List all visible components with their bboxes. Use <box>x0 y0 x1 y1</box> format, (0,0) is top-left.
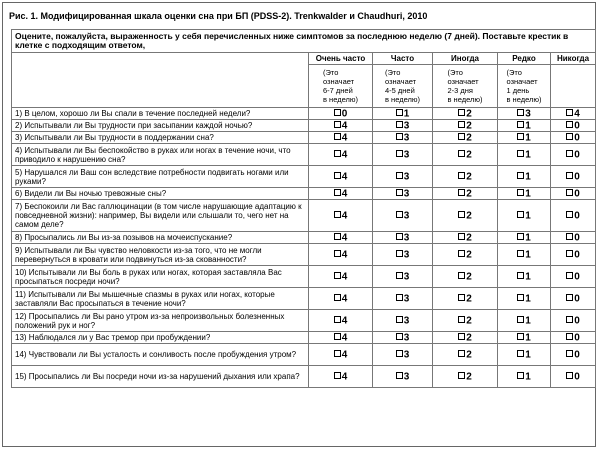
column-note-line: в неделю) <box>447 95 483 104</box>
answer-option[interactable] <box>433 288 498 310</box>
question-row <box>12 132 596 144</box>
question-row <box>12 366 596 388</box>
answer-option[interactable] <box>309 366 373 388</box>
checkbox[interactable] <box>566 109 573 116</box>
checkbox[interactable] <box>517 121 524 128</box>
score-value: 1 <box>525 271 531 283</box>
column-note-line: (Это <box>447 68 463 77</box>
column-note <box>551 65 596 108</box>
score-value: 4 <box>341 149 348 161</box>
score-value: 1 <box>525 188 531 200</box>
question-text: 1) В целом, хорошо ли Вы спали в течение последней недели? <box>12 108 309 120</box>
checkbox[interactable] <box>566 316 573 323</box>
answer-option[interactable] <box>498 288 551 310</box>
score-value: 4 <box>341 293 348 305</box>
answer-option[interactable] <box>433 232 498 244</box>
question-row <box>12 288 596 310</box>
checkbox[interactable] <box>458 172 465 179</box>
instructions: Оцените, пожалуйста, выраженность у себя перечисленных ниже симптомов за последнюю неделю (7 дней). Поставьте крестик в клетке с подходящим ответом, <box>12 30 596 53</box>
score-value: 4 <box>341 120 348 132</box>
checkbox[interactable] <box>517 316 524 323</box>
column-note-line: означает <box>322 77 355 86</box>
checkbox[interactable] <box>517 294 524 301</box>
column-header: Редко <box>498 53 551 65</box>
score-value: 2 <box>466 132 472 144</box>
checkbox[interactable] <box>334 189 341 196</box>
score-value: 1 <box>525 132 531 144</box>
checkbox[interactable] <box>458 109 465 116</box>
score-value: 2 <box>466 271 472 283</box>
answer-option[interactable] <box>433 266 498 288</box>
answer-option[interactable] <box>309 288 373 310</box>
score-value: 1 <box>525 349 531 361</box>
question-row <box>12 108 596 120</box>
answer-option[interactable] <box>373 366 433 388</box>
score-value: 3 <box>403 232 410 244</box>
column-note-line: 4-5 дней <box>384 86 415 95</box>
score-value: 3 <box>403 349 410 361</box>
checkbox[interactable] <box>396 121 403 128</box>
score-value: 0 <box>574 315 580 327</box>
score-value: 1 <box>525 249 531 261</box>
score-value: 4 <box>341 132 348 144</box>
column-note-line: (Это <box>506 68 522 77</box>
checkbox[interactable] <box>458 333 465 340</box>
column-note-line: означает <box>384 77 417 86</box>
checkbox[interactable] <box>566 133 573 140</box>
score-value: 0 <box>341 108 348 120</box>
checkbox[interactable] <box>458 121 465 128</box>
answer-option[interactable] <box>551 366 596 388</box>
question-row <box>12 244 596 266</box>
column-note <box>433 65 498 108</box>
question-row <box>12 344 596 366</box>
question-text: 13) Наблюдался ли у Вас тремор при пробуждении? <box>12 332 309 344</box>
score-value: 3 <box>403 210 410 222</box>
answer-option[interactable] <box>498 332 551 344</box>
answer-option[interactable] <box>551 188 596 200</box>
score-value: 0 <box>574 171 580 183</box>
checkbox[interactable] <box>334 250 341 257</box>
answer-option[interactable] <box>551 310 596 332</box>
answer-option[interactable] <box>309 188 373 200</box>
checkbox[interactable] <box>566 250 573 257</box>
score-value: 1 <box>525 149 531 161</box>
checkbox[interactable] <box>566 150 573 157</box>
score-value: 2 <box>466 108 472 120</box>
checkbox[interactable] <box>517 333 524 340</box>
score-value: 3 <box>403 171 410 183</box>
column-note-line: в неделю) <box>384 95 420 104</box>
answer-option[interactable] <box>551 332 596 344</box>
score-value: 3 <box>403 132 410 144</box>
checkbox[interactable] <box>334 272 341 279</box>
question-text: 5) Нарушался ли Ваш сон вследствие потребности подвигать ногами или руками? <box>12 166 309 188</box>
answer-option[interactable] <box>433 200 498 232</box>
checkbox[interactable] <box>566 372 573 379</box>
answer-option[interactable] <box>551 266 596 288</box>
score-value: 4 <box>341 249 348 261</box>
answer-option[interactable] <box>433 120 498 132</box>
checkbox[interactable] <box>396 189 403 196</box>
answer-option[interactable] <box>498 310 551 332</box>
answer-option[interactable] <box>309 310 373 332</box>
checkbox[interactable] <box>566 121 573 128</box>
question-row <box>12 120 596 132</box>
answer-option[interactable] <box>551 200 596 232</box>
score-value: 3 <box>403 249 410 261</box>
column-note <box>498 65 551 108</box>
answer-option[interactable] <box>373 108 433 120</box>
answer-option[interactable] <box>309 244 373 266</box>
checkbox[interactable] <box>517 150 524 157</box>
figure-frame <box>2 2 596 447</box>
score-value: 2 <box>466 349 472 361</box>
checkbox[interactable] <box>458 189 465 196</box>
checkbox[interactable] <box>517 133 524 140</box>
answer-option[interactable] <box>373 344 433 366</box>
score-value: 2 <box>466 210 472 222</box>
score-value: 1 <box>525 371 531 383</box>
score-value: 3 <box>525 108 531 120</box>
checkbox[interactable] <box>566 350 573 357</box>
header-corner <box>12 53 309 108</box>
score-value: 4 <box>341 232 348 244</box>
score-value: 3 <box>403 371 410 383</box>
checkbox[interactable] <box>566 272 573 279</box>
checkbox[interactable] <box>396 211 403 218</box>
score-value: 2 <box>466 293 472 305</box>
checkbox[interactable] <box>396 372 403 379</box>
answer-option[interactable] <box>309 266 373 288</box>
answer-option[interactable] <box>309 166 373 188</box>
checkbox[interactable] <box>458 233 465 240</box>
question-row <box>12 266 596 288</box>
score-value: 0 <box>574 149 580 161</box>
score-value: 2 <box>466 120 472 132</box>
answer-option[interactable] <box>498 200 551 232</box>
score-value: 0 <box>574 188 580 200</box>
checkbox[interactable] <box>396 350 403 357</box>
score-value: 1 <box>525 332 531 344</box>
checkbox[interactable] <box>396 133 403 140</box>
checkbox[interactable] <box>396 272 403 279</box>
checkbox[interactable] <box>334 294 341 301</box>
answer-option[interactable] <box>498 132 551 144</box>
answer-option[interactable] <box>433 188 498 200</box>
checkbox[interactable] <box>566 333 573 340</box>
checkbox[interactable] <box>458 250 465 257</box>
answer-option[interactable] <box>373 166 433 188</box>
score-value: 4 <box>341 371 348 383</box>
checkbox[interactable] <box>458 150 465 157</box>
checkbox[interactable] <box>517 233 524 240</box>
score-value: 2 <box>466 315 472 327</box>
question-text: 4) Испытывали ли Вы беспокойство в руках или ногах в течение ночи, что приводило к нарушению сна? <box>12 144 309 166</box>
answer-option[interactable] <box>433 310 498 332</box>
answer-option[interactable] <box>309 200 373 232</box>
answer-option[interactable] <box>309 108 373 120</box>
answer-option[interactable] <box>309 344 373 366</box>
answer-option[interactable] <box>498 244 551 266</box>
column-note-line: в неделю) <box>506 95 542 104</box>
answer-option[interactable] <box>433 366 498 388</box>
checkbox[interactable] <box>458 316 465 323</box>
answer-option[interactable] <box>433 332 498 344</box>
score-value: 2 <box>466 232 472 244</box>
answer-option[interactable] <box>373 132 433 144</box>
checkbox[interactable] <box>396 172 403 179</box>
answer-option[interactable] <box>433 166 498 188</box>
answer-option[interactable] <box>551 144 596 166</box>
checkbox[interactable] <box>517 272 524 279</box>
score-value: 1 <box>525 120 531 132</box>
answer-option[interactable] <box>309 332 373 344</box>
score-value: 1 <box>525 315 531 327</box>
checkbox[interactable] <box>396 250 403 257</box>
question-row <box>12 144 596 166</box>
column-note-line: 1 день <box>506 86 530 95</box>
answer-option[interactable] <box>498 232 551 244</box>
answer-option[interactable] <box>433 132 498 144</box>
checkbox[interactable] <box>396 333 403 340</box>
score-value: 1 <box>403 108 410 120</box>
column-header: Очень часто <box>309 53 373 65</box>
score-value: 3 <box>403 293 410 305</box>
score-value: 4 <box>341 171 348 183</box>
checkbox[interactable] <box>566 211 573 218</box>
score-value: 1 <box>525 210 531 222</box>
answer-option[interactable] <box>498 188 551 200</box>
column-header: Никогда <box>551 53 596 65</box>
checkbox[interactable] <box>566 294 573 301</box>
question-text: 12) Просыпались ли Вы рано утром из-за непроизвольных болезненных положений рук и ног? <box>12 310 309 332</box>
checkbox[interactable] <box>458 272 465 279</box>
score-value: 3 <box>403 120 410 132</box>
checkbox[interactable] <box>517 189 524 196</box>
answer-option[interactable] <box>498 266 551 288</box>
score-value: 4 <box>574 108 580 120</box>
answer-option[interactable] <box>498 120 551 132</box>
checkbox[interactable] <box>566 233 573 240</box>
answer-option[interactable] <box>551 244 596 266</box>
column-note <box>309 65 373 108</box>
answer-option[interactable] <box>373 310 433 332</box>
question-text: 7) Беспокоили ли Вас галлюцинации (в том числе нарушающие адаптацию к повседневной жизни): например, Вы видели или слышали то, чего нет на самом деле? <box>12 200 309 232</box>
column-note-line: в неделю) <box>322 95 358 104</box>
checkbox[interactable] <box>334 333 341 340</box>
question-row <box>12 188 596 200</box>
checkbox[interactable] <box>396 150 403 157</box>
question-row <box>12 232 596 244</box>
score-value: 4 <box>341 188 348 200</box>
score-value: 0 <box>574 371 580 383</box>
checkbox[interactable] <box>334 150 341 157</box>
score-value: 0 <box>574 293 580 305</box>
question-text: 2) Испытывали ли Вы трудности при засыпании каждой ночью? <box>12 120 309 132</box>
answer-option[interactable] <box>373 288 433 310</box>
score-value: 2 <box>466 188 472 200</box>
score-value: 2 <box>466 249 472 261</box>
score-value: 0 <box>574 332 580 344</box>
answer-option[interactable] <box>373 232 433 244</box>
column-note <box>373 65 433 108</box>
answer-option[interactable] <box>373 144 433 166</box>
checkbox[interactable] <box>566 172 573 179</box>
checkbox[interactable] <box>458 372 465 379</box>
checkbox[interactable] <box>334 372 341 379</box>
checkbox[interactable] <box>517 350 524 357</box>
answer-option[interactable] <box>433 144 498 166</box>
answer-option[interactable] <box>309 232 373 244</box>
checkbox[interactable] <box>334 109 341 116</box>
answer-option[interactable] <box>373 120 433 132</box>
answer-option[interactable] <box>309 132 373 144</box>
score-value: 1 <box>525 293 531 305</box>
column-note-line: означает <box>447 77 479 86</box>
question-text: 14) Чувствовали ли Вы усталость и сонливость после пробуждения утром? <box>12 344 309 366</box>
checkbox[interactable] <box>517 109 524 116</box>
answer-option[interactable] <box>373 266 433 288</box>
column-note-line: (Это <box>322 68 339 77</box>
answer-option[interactable] <box>551 288 596 310</box>
checkbox[interactable] <box>396 233 403 240</box>
score-value: 1 <box>525 171 531 183</box>
question-row <box>12 310 596 332</box>
checkbox[interactable] <box>517 372 524 379</box>
score-value: 4 <box>341 349 348 361</box>
score-value: 1 <box>525 232 531 244</box>
answer-option[interactable] <box>551 344 596 366</box>
answer-option[interactable] <box>433 108 498 120</box>
column-note-line: (Это <box>384 68 401 77</box>
score-value: 2 <box>466 371 472 383</box>
answer-option[interactable] <box>498 166 551 188</box>
score-value: 0 <box>574 249 580 261</box>
score-value: 2 <box>466 332 472 344</box>
question-text: 3) Испытывали ли Вы трудности в поддержании сна? <box>12 132 309 144</box>
checkbox[interactable] <box>334 133 341 140</box>
question-text: 8) Просыпались ли Вы из-за позывов на мочеиспускание? <box>12 232 309 244</box>
question-text: 11) Испытывали ли Вы мышечные спазмы в руках или ногах, которые заставляли Вас просыпаться в течение ночи? <box>12 288 309 310</box>
score-value: 3 <box>403 271 410 283</box>
checkbox[interactable] <box>566 189 573 196</box>
answer-option[interactable] <box>551 120 596 132</box>
figure-caption: Рис. 1. Модифицированная шкала оценки сна при БП (PDSS-2). Trenkwalder и Chaudhuri, 2010 <box>9 11 428 21</box>
answer-option[interactable] <box>551 132 596 144</box>
column-header: Иногда <box>433 53 498 65</box>
score-value: 4 <box>341 210 348 222</box>
score-value: 3 <box>403 188 410 200</box>
checkbox[interactable] <box>517 250 524 257</box>
checkbox[interactable] <box>334 121 341 128</box>
answer-option[interactable] <box>433 244 498 266</box>
score-value: 3 <box>403 332 410 344</box>
checkbox[interactable] <box>334 350 341 357</box>
checkbox[interactable] <box>458 294 465 301</box>
answer-option[interactable] <box>498 144 551 166</box>
pdss2-questionnaire-table <box>11 29 596 388</box>
answer-option[interactable] <box>551 108 596 120</box>
checkbox[interactable] <box>334 316 341 323</box>
score-value: 0 <box>574 120 580 132</box>
checkbox[interactable] <box>334 172 341 179</box>
answer-option[interactable] <box>373 188 433 200</box>
checkbox[interactable] <box>458 211 465 218</box>
question-row <box>12 332 596 344</box>
question-text: 15) Просыпались ли Вы посреди ночи из-за нарушений дыхания или храпа? <box>12 366 309 388</box>
question-text: 6) Видели ли Вы ночью тревожные сны? <box>12 188 309 200</box>
score-value: 0 <box>574 210 580 222</box>
answer-option[interactable] <box>373 332 433 344</box>
score-value: 4 <box>341 271 348 283</box>
checkbox[interactable] <box>458 133 465 140</box>
score-value: 4 <box>341 332 348 344</box>
answer-option[interactable] <box>373 200 433 232</box>
question-row <box>12 200 596 232</box>
answer-option[interactable] <box>498 366 551 388</box>
score-value: 0 <box>574 132 580 144</box>
score-value: 3 <box>403 315 410 327</box>
question-text: 9) Испытывали ли Вы чувство неловкости из-за того, что не могли перевернуться в кровати или подвинуться из-за скованности? <box>12 244 309 266</box>
score-value: 0 <box>574 232 580 244</box>
answer-option[interactable] <box>551 232 596 244</box>
answer-option[interactable] <box>498 108 551 120</box>
checkbox[interactable] <box>517 172 524 179</box>
question-text: 10) Испытывали ли Вы боль в руках или ногах, которая заставляла Вас просыпаться посреди ночи? <box>12 266 309 288</box>
checkbox[interactable] <box>334 211 341 218</box>
score-value: 2 <box>466 149 472 161</box>
score-value: 3 <box>403 149 410 161</box>
column-note-line: 2-3 дня <box>447 86 473 95</box>
column-header: Часто <box>373 53 433 65</box>
checkbox[interactable] <box>458 350 465 357</box>
checkbox[interactable] <box>517 211 524 218</box>
score-value: 4 <box>341 315 348 327</box>
checkbox[interactable] <box>396 316 403 323</box>
answer-option[interactable] <box>433 344 498 366</box>
score-value: 0 <box>574 349 580 361</box>
answer-option[interactable] <box>309 144 373 166</box>
checkbox[interactable] <box>334 233 341 240</box>
checkbox[interactable] <box>396 109 403 116</box>
column-note-line: 6-7 дней <box>322 86 353 95</box>
answer-option[interactable] <box>373 244 433 266</box>
column-note-line: означает <box>506 77 538 86</box>
answer-option[interactable] <box>309 120 373 132</box>
answer-option[interactable] <box>551 166 596 188</box>
score-value: 2 <box>466 171 472 183</box>
checkbox[interactable] <box>396 294 403 301</box>
score-value: 0 <box>574 271 580 283</box>
question-row <box>12 166 596 188</box>
answer-option[interactable] <box>498 344 551 366</box>
